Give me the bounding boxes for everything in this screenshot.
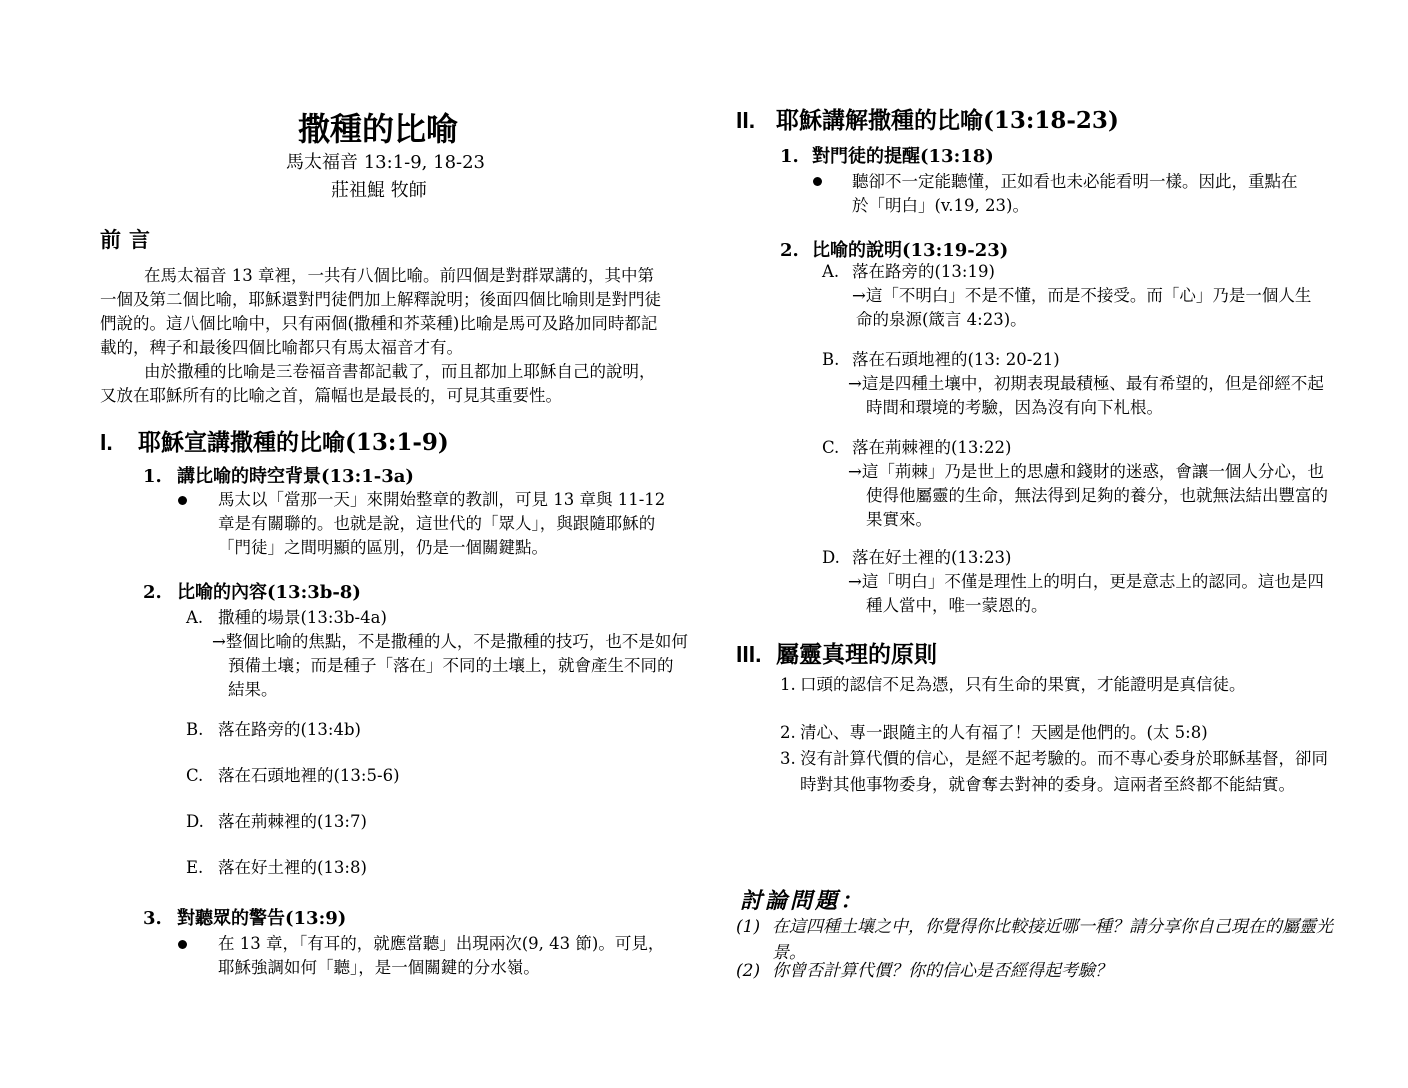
section-2-2-item-a-note: →這「不明白」不是不懂，而是不接受。而「心」乃是一個人生命的泉源(箴言 4:23)。	[852, 286, 1312, 329]
question-1-text: 在這四種土壤之中，你覺得你比較接近哪一種？請分享你自己現在的屬靈光景。	[772, 917, 1333, 963]
section-1-2-item-e	[186, 856, 367, 880]
section-2-title: 耶穌講解撒種的比喻(13:18-23)	[776, 107, 1119, 134]
section-1-number: I.	[100, 429, 113, 455]
section-3-title: 屬靈真理的原則	[776, 641, 937, 668]
section-2-number: II.	[736, 107, 756, 133]
scripture-reference: 馬太福音 13:1-9, 18-23	[286, 152, 486, 173]
section-3-item-3-text: 沒有計算代價的信心，是經不起考驗的。而不專心委身於耶穌基督，卻同時對其他事物委身，就會奪去對神的委身。這兩者至終都不能結實。	[800, 749, 1328, 794]
section-2-heading	[736, 102, 1119, 135]
section-2-2-heading	[780, 236, 1008, 262]
section-1-1-title: 講比喻的時空背景(13:1-3a)	[177, 466, 414, 487]
section-3-item-2-text: 清心、專一跟隨主的人有福了！天國是他們的。(太 5:8)	[800, 723, 1208, 742]
page-title: 撒種的比喻	[298, 110, 459, 148]
section-2-2-item-a	[822, 260, 995, 284]
item-d-text: 落在好土裡的(13:23)	[852, 548, 1012, 567]
section-2-1-title: 對門徒的提醒(13:18)	[812, 146, 994, 167]
section-2-2-label: 2.	[780, 240, 799, 261]
intro-paragraph-1: 在馬太福音 13 章裡，一共有八個比喻。前四個是對群眾講的，其中第一個及第二個比喻，耶穌還對門徒們加上解釋說明；後面四個比喻則是對門徒們說的。這八個比喻中，只有兩個(撒種和芥菜種)比喻是馬可及路加同時都記載的，稗子和最後四個比喻都只有馬太福音才有。	[100, 266, 661, 357]
section-2-1-label: 1.	[780, 146, 799, 167]
section-1-1-heading	[143, 462, 414, 488]
question-1-label: (1)	[736, 917, 761, 937]
section-2-1-bullet-text: 聽卻不一定能聽懂，正如看也未必能看明一樣。因此，重點在於「明白」(v.19, 23)。	[852, 172, 1298, 215]
section-3-item-2	[780, 720, 1328, 746]
section-1-2-item-b	[186, 718, 361, 742]
discussion-question-2	[736, 958, 1352, 984]
item-a-text: 撒種的場景(13:3b-4a)	[218, 608, 387, 627]
section-1-1-label: 1.	[143, 466, 162, 487]
section-1-title: 耶穌宣講撒種的比喻(13:1-9)	[138, 429, 449, 456]
section-2-2-title: 比喻的說明(13:19-23)	[812, 240, 1009, 261]
item-b-label: B.	[822, 350, 840, 369]
item-c-label: C.	[186, 766, 204, 785]
section-2-2-item-b-note: →這是四種土壤中，初期表現最積極、最有希望的，但是卻經不起時間和環境的考驗，因為沒有向下札根。	[848, 374, 1324, 417]
item-d-label: D.	[822, 548, 840, 567]
section-1-2-item-c	[186, 764, 400, 788]
section-1-3-label: 3.	[143, 908, 162, 929]
item-d-text: 落在荊棘裡的(13:7)	[218, 812, 367, 831]
section-3-heading	[736, 636, 937, 669]
section-2-2-item-b	[822, 348, 1060, 372]
item-e-text: 落在好土裡的(13:8)	[218, 858, 367, 877]
intro-heading: 前言	[100, 227, 158, 252]
section-1-2-item-a-note: →整個比喻的焦點，不是撒種的人，不是撒種的技巧，也不是如何預備土壤；而是種子「落在」不同的土壤上，就會產生不同的結果。	[212, 632, 688, 699]
discussion-heading: 討論問題：	[740, 888, 866, 914]
section-2-1-heading	[780, 142, 994, 168]
section-2-2-item-c-note: →這「荊棘」乃是世上的思慮和錢財的迷惑，會讓一個人分心，也使得他屬靈的生命，無法得到足夠的養分，也就無法結出豐富的果實來。	[848, 462, 1328, 529]
section-1-1-bullet-text: 馬太以「當那一天」來開始整章的教訓，可見 13 章與 11-12 章是有關聯的。也就是說，這世代的「眾人」，與跟隨耶穌的「門徒」之間明顯的區別，仍是一個關鍵點。	[218, 490, 666, 557]
section-1-2-item-d	[186, 810, 367, 834]
item-c-text: 落在石頭地裡的(13:5-6)	[218, 766, 400, 785]
intro-paragraph-2: 由於撒種的比喻是三卷福音書都記載了，而且都加上耶穌自己的說明，又放在耶穌所有的比喻之首，篇幅也是最長的，可見其重要性。	[100, 362, 656, 405]
section-1-2-title: 比喻的內容(13:3b-8)	[177, 582, 361, 603]
bullet-dot	[178, 496, 187, 505]
item-c-label: C.	[822, 438, 840, 457]
section-3-item-3-label: 3.	[780, 749, 796, 768]
item-c-text: 落在荊棘裡的(13:22)	[852, 438, 1012, 457]
item-a-text: 落在路旁的(13:19)	[852, 262, 995, 281]
question-2-text: 你曾否計算代價？你的信心是否經得起考驗？	[772, 961, 1112, 981]
item-a-label: A.	[822, 262, 840, 281]
item-b-text: 落在石頭地裡的(13: 20-21)	[852, 350, 1060, 369]
bullet-dot	[178, 940, 187, 949]
section-3-number: III.	[736, 641, 762, 667]
section-1-heading	[100, 424, 449, 457]
section-2-2-item-d	[822, 546, 1011, 570]
section-2-2-item-c	[822, 436, 1011, 460]
section-1-2-label: 2.	[143, 582, 162, 603]
section-1-2-heading	[143, 578, 361, 604]
question-2-label: (2)	[736, 961, 761, 981]
item-b-label: B.	[186, 720, 204, 739]
section-3-item-1	[780, 672, 1328, 698]
section-3-item-3	[780, 746, 1330, 798]
item-b-text: 落在路旁的(13:4b)	[218, 720, 361, 739]
section-3-item-2-label: 2.	[780, 723, 796, 742]
item-a-label: A.	[186, 608, 204, 627]
item-e-label: E.	[186, 858, 204, 877]
section-3-item-1-text: 口頭的認信不足為憑，只有生命的果實，才能證明是真信徒。	[800, 675, 1246, 694]
bullet-dot	[813, 177, 822, 186]
section-1-3-heading	[143, 904, 346, 930]
author-name: 莊祖鯤 牧師	[331, 180, 427, 201]
section-1-3-title: 對聽眾的警告(13:9)	[177, 908, 347, 929]
section-1-3-bullet-text: 在 13 章，「有耳的，就應當聽」出現兩次(9, 43 節)。可見，耶穌強調如何「聽」，是一個關鍵的分水嶺。	[218, 934, 665, 977]
section-1-2-item-a	[186, 606, 387, 630]
section-2-2-item-d-note: →這「明白」不僅是理性上的明白，更是意志上的認同。這也是四種人當中，唯一蒙恩的。	[848, 572, 1324, 615]
section-3-item-1-label: 1.	[780, 675, 796, 694]
item-d-label: D.	[186, 812, 204, 831]
